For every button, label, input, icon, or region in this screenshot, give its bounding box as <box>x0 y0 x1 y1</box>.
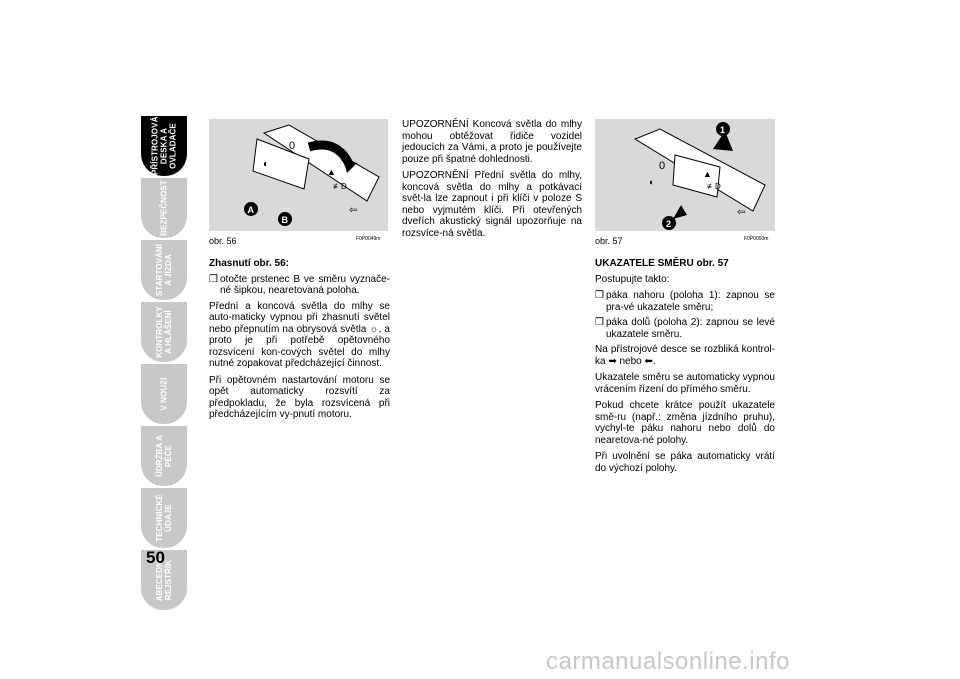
figure-57-caption: obr. 57 <box>595 236 623 246</box>
column-fog-off <box>209 258 390 426</box>
svg-text:≢D: ≢D <box>333 182 347 191</box>
callout-b: B <box>281 215 288 225</box>
tab-label: KONTROLKY A HLÁŠENÍ <box>155 306 173 358</box>
tab-label: TECHNICKÉ ÚDAJE <box>155 494 173 542</box>
paragraph: Na přístrojové desce se rozbliká kontrol-ka ➡ nebo ⬅. <box>595 344 775 367</box>
bullet-text: páka dolů (poloha 2): zapnou se levé ukazatele směru. <box>606 317 775 340</box>
figure-57-code: F0P0050m <box>744 236 769 242</box>
callout-a: A <box>247 205 254 215</box>
watermark: carmanualsonline.info <box>546 648 790 675</box>
svg-text:0: 0 <box>289 140 296 152</box>
bullet-icon: ❒ <box>595 290 604 301</box>
light-lever-illustration <box>209 119 388 231</box>
column-turn-signals <box>595 258 775 479</box>
turn-lever-illustration <box>595 119 775 231</box>
bullet-item <box>209 274 390 297</box>
tab-v-nouzi[interactable] <box>141 364 187 424</box>
warning-paragraph: UPOZORNĚNÍ Koncová světla do mlhy mohou obtěžovat řidiče vozidel jedoucích za Vámi, a proto je používejte pouze při špatné dohlednosti. <box>402 119 582 165</box>
tab-bezpecnost[interactable] <box>141 178 187 238</box>
tab-pristrojova-deska[interactable] <box>141 116 187 176</box>
tab-label: STARTOVÁNÍ A JÍZDA <box>155 243 173 297</box>
paragraph: Při uvolnění se páka automaticky vrátí do výchozí polohy. <box>595 451 775 474</box>
section-tabs <box>141 116 187 612</box>
figure-56-code: F0P0049m <box>356 236 381 242</box>
figure-56-caption: obr. 56 <box>209 236 237 246</box>
svg-text:0: 0 <box>659 160 666 172</box>
svg-text:≢D: ≢D <box>707 182 721 191</box>
tab-label: BEZPEČNOST <box>159 180 169 236</box>
paragraph: Pokud chcete krátce použít ukazatele smě-ru (např.: změna jízdního pruhu), vychyl-te páku nahoru nebo dolů do nearetova-né polohy. <box>595 400 775 446</box>
tab-kontrolky[interactable] <box>141 302 187 362</box>
svg-text:⇦: ⇦ <box>737 207 746 218</box>
tab-label: PŘÍSTROJOVÁ DESKA A OVLADAČE <box>150 116 178 175</box>
bullet-text: otočte prstenec B ve směru vyznače-né šipkou, nearetovaná poloha. <box>220 273 390 296</box>
bullet-icon: ❒ <box>595 317 604 328</box>
callout-2: 2 <box>666 219 672 229</box>
warning-paragraph: UPOZORNĚNÍ Přední světla do mlhy, koncová světla do mlhy a potkávací svět-la lze zapnout i při klíči v poloze S nebo vyjmutém klíči. Při otevřených dveřích akustický signál upozorňuje na rozsvíce-ná světla. <box>402 170 582 239</box>
callout-1: 1 <box>720 125 726 135</box>
tab-label: ABECEDNÍ REJSTŘÍK <box>155 558 173 602</box>
bullet-item <box>595 290 775 313</box>
section-heading: UKAZATELE SMĚRU obr. 57 <box>595 258 729 269</box>
tab-udrzba[interactable] <box>141 426 187 486</box>
svg-text:◐: ◐ <box>263 159 270 170</box>
tab-technicke-udaje[interactable] <box>141 488 187 548</box>
svg-text:▲: ▲ <box>327 167 336 177</box>
bullet-icon: ❒ <box>209 273 218 285</box>
figure-57-turn-signal-lever <box>595 119 775 231</box>
bullet-text: páka nahoru (poloha 1): zapnou se pra-vé ukazatele směru; <box>606 290 775 313</box>
svg-text:◐: ◐ <box>649 177 655 187</box>
column-warnings <box>402 119 582 244</box>
paragraph: Ukazatele směru se automaticky vypnou vrácením řízení do přímého směru. <box>595 372 775 395</box>
tab-startovani[interactable] <box>141 240 187 300</box>
bullet-item <box>595 317 775 340</box>
paragraph: Postupujte takto: <box>595 273 670 285</box>
tab-label: ÚDRŽBA A PÉČE <box>155 435 173 477</box>
tab-label: V NOUZI <box>159 377 169 411</box>
svg-text:▲: ▲ <box>703 169 712 179</box>
svg-text:⇦: ⇦ <box>349 205 358 216</box>
page-number: 50 <box>146 548 165 567</box>
paragraph: Při opětovném nastartování motoru se opět automaticky rozsvítí za předpokladu, že byla rozsvícená při předcházejícím vy-pnutí motoru. <box>209 374 390 420</box>
section-heading: Zhasnutí obr. 56: <box>209 258 290 269</box>
figure-56-lever-fog <box>209 119 388 231</box>
paragraph: Přední a koncová světla do mlhy se auto-maticky vypnou při zhasnutí světel nebo přepnutím na obrysová světla ☼, a proto je při potřebě opětovného rozsvícení kon-cových světel do mlhy nutné zopakovat předcházející činnost. <box>209 300 390 369</box>
